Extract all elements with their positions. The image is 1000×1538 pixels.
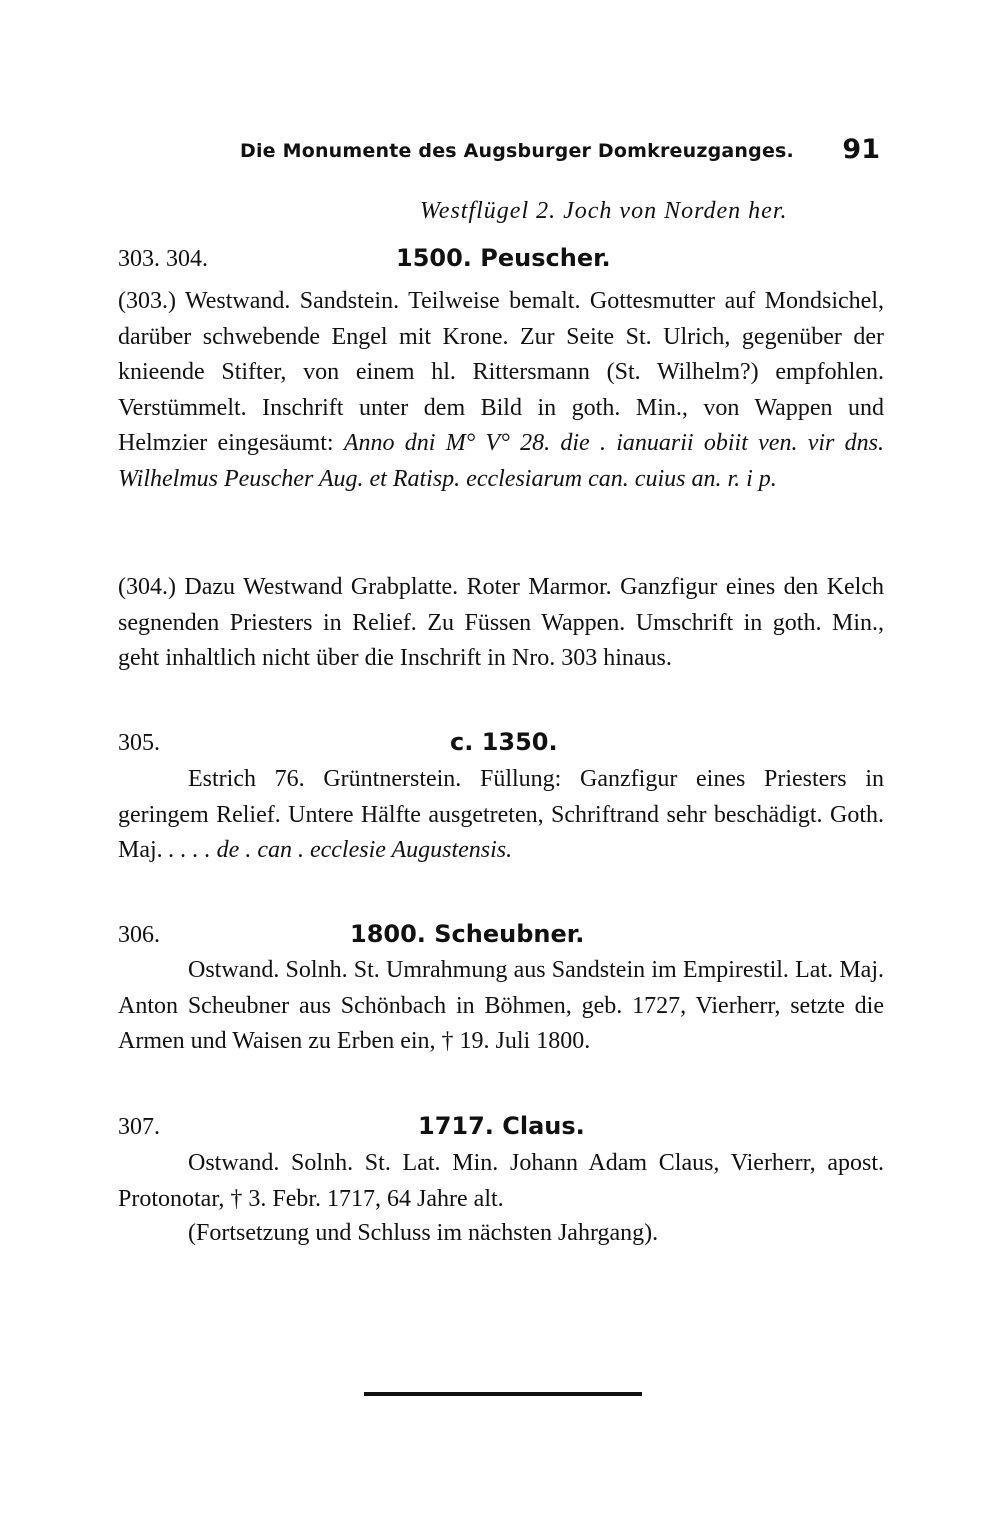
entry-date-name: 1500. Peuscher. <box>396 244 611 272</box>
location-heading: Westflügel 2. Joch von Norden her. <box>420 198 788 224</box>
entry-306-text <box>118 953 884 1060</box>
entry-text: (303.) Westwand. Sandstein. Teilweise bemalt. Gottesmutter auf Mondsichel, darüber schwebende Engel mit Krone. Zur Seite St. Ulrich, gegenüber der knieende Stifter, von einem hl. Rittersmann (St. Wilhelm?) empfohlen. Verstümmelt. Inschrift unter dem Bild in goth. Min., von Wappen und Helmzier eingesäumt: <box>118 288 884 456</box>
entry-heading-303 <box>118 244 884 278</box>
entry-text: (304.) Dazu Westwand Grabplatte. Roter Marmor. Ganzfigur eines den Kelch segnenden Priesters in Relief. Zu Füssen Wappen. Umschrift in goth. Min., geht inhaltlich nicht über die Inschrift in Nro. 303 hinaus. <box>118 574 884 671</box>
page-number: 91 <box>842 134 880 165</box>
entry-date-name: 1717. Claus. <box>418 1112 585 1140</box>
entry-number: 303. 304. <box>118 246 208 272</box>
entry-text: Estrich 76. Grüntnerstein. Füllung: Ganzfigur eines Priesters in geringem Relief. Untere Hälfte ausgetreten, Schriftrand sehr beschädigt. Goth. Maj. <box>118 766 884 863</box>
divider-rule <box>364 1392 642 1396</box>
entry-307-text <box>118 1146 884 1217</box>
entry-date-name: 1800. Scheubner. <box>350 920 585 948</box>
inscription: . . . . de . can . ecclesie Augustensis. <box>168 837 513 863</box>
entry-heading-305 <box>118 728 884 762</box>
entry-305-text <box>118 762 884 869</box>
entry-304-text <box>118 570 884 677</box>
entry-number: 307. <box>118 1114 160 1140</box>
entry-number: 306. <box>118 922 160 948</box>
entry-heading-306 <box>118 920 884 954</box>
entry-text: Ostwand. Solnh. St. Umrahmung aus Sandstein im Empirestil. Lat. Maj. Anton Scheubner aus Schönbach in Böhmen, geb. 1727, Vierherr, setzte die Armen und Waisen zu Erben ein, † 19. Juli 1800. <box>118 957 884 1054</box>
entry-number: 305. <box>118 730 160 756</box>
entry-heading-307 <box>118 1112 884 1146</box>
entry-303-text <box>118 284 884 497</box>
continuation-note: (Fortsetzung und Schluss im nächsten Jahrgang). <box>188 1220 659 1246</box>
running-head <box>120 134 880 168</box>
running-title: Die Monumente des Augsburger Domkreuzganges. <box>240 140 794 162</box>
entry-date-name: c. 1350. <box>450 728 558 756</box>
entry-text: Ostwand. Solnh. St. Lat. Min. Johann Adam Claus, Vierherr, apost. Protonotar, † 3. Febr. 1717, 64 Jahre alt. <box>118 1150 884 1212</box>
inscription: Anno dni M° V° 28. die . ianuarii obiit ven. vir dns. Wilhelmus Peuscher Aug. et Ratisp. ecclesiarum can. cuius an. r. i p. <box>118 430 884 492</box>
